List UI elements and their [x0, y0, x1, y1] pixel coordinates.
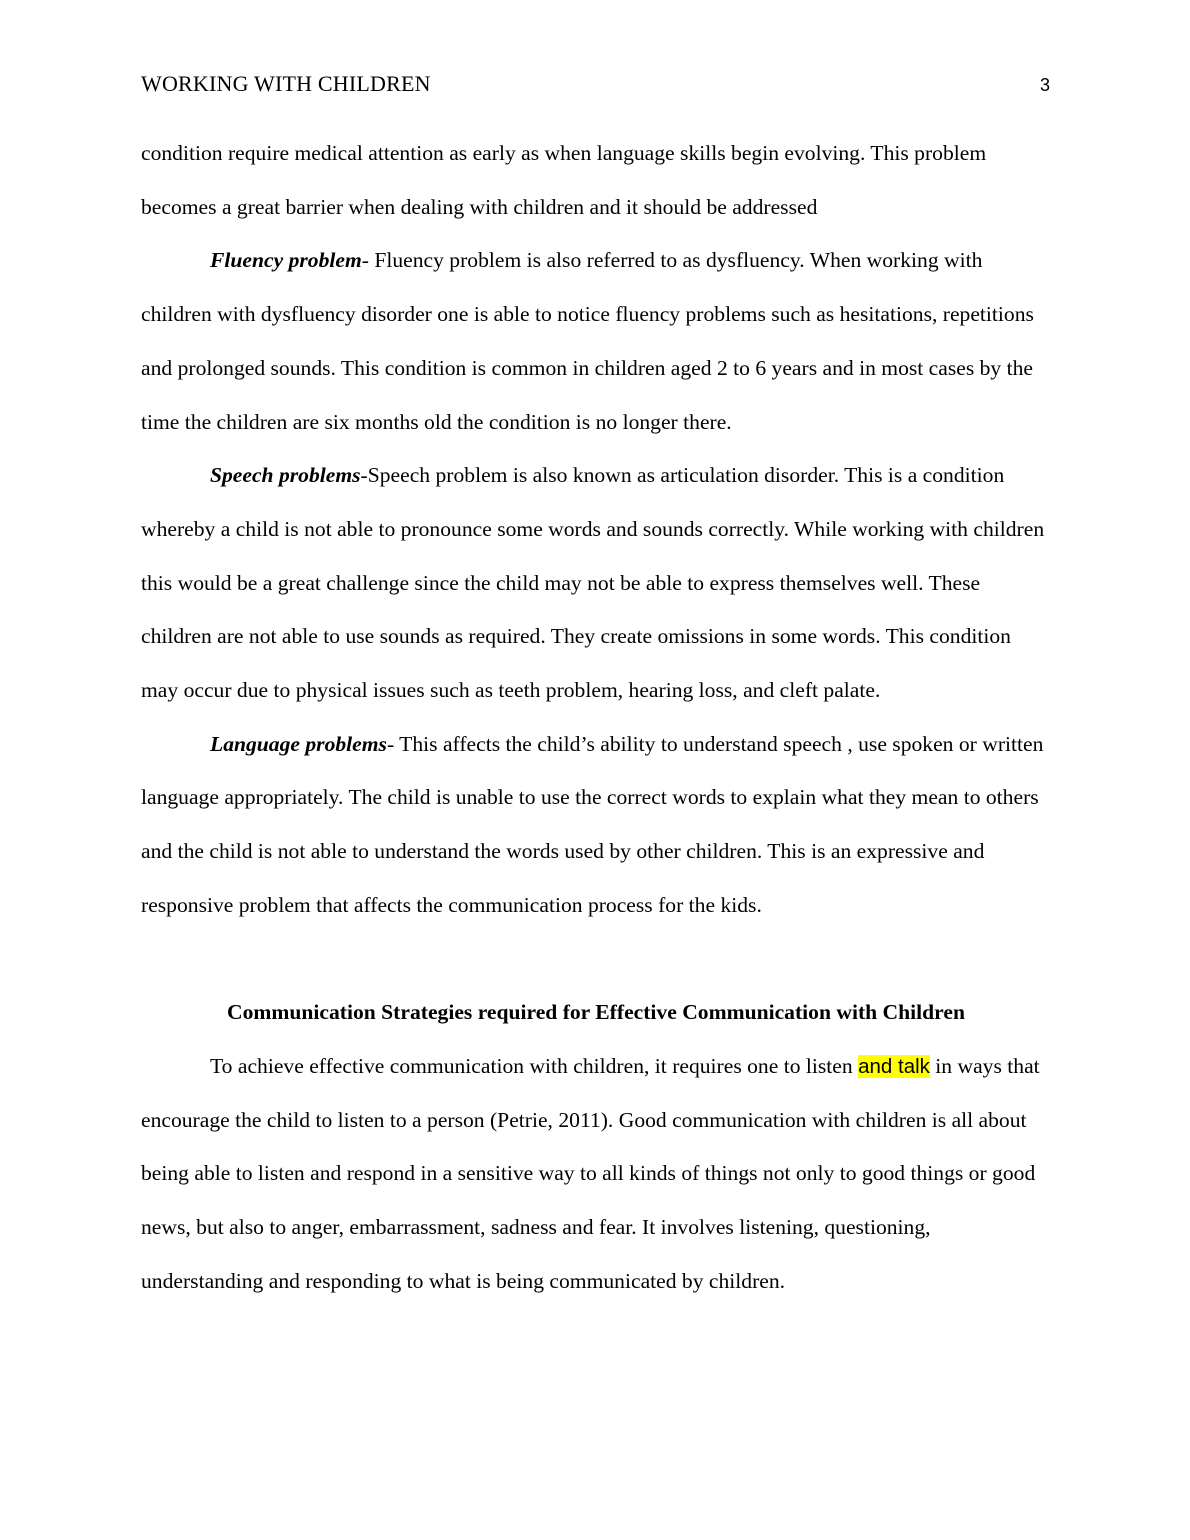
running-head: WORKING WITH CHILDREN — [141, 71, 431, 96]
paragraph-fluency-text: - Fluency problem is also referred to as dysfluency. When working with children with dysfluency disorder one is able to notice fluency problems such as hesitations, repetitions and prolonged sounds. This condition is common in children aged 2 to 6 years and in most cases by the time the children are six months old the condition is no longer there. — [141, 248, 1034, 434]
paragraph-speech — [141, 449, 1051, 718]
page-number: 3 — [1039, 75, 1050, 95]
section-heading: Communication Strategies required for Effective Communication with Children — [227, 1000, 965, 1025]
paragraph-fluency — [141, 234, 1051, 449]
paragraph-strategies — [141, 1040, 1051, 1309]
term-language: Language problems — [210, 731, 387, 756]
term-speech: Speech problems — [210, 463, 361, 488]
paragraph-language — [141, 718, 1051, 933]
paragraph-strategies-rest: in ways that encourage the child to listen to a person (Petrie, 2011). Good communication with children is all about being able to listen and respond in a sensitive way to all kinds of things not only to good things or good news, but also to anger, embarrassment, sadness and fear. It involves listening, questioning, understanding and responding to what is being communicated by children. — [141, 1053, 1040, 1293]
paragraph-language-text: - This affects the child’s ability to understand speech , use spoken or written language appropriately. The child is unable to use the correct words to explain what they mean to others and the child is not able to understand the words used by other children. This is an expressive and responsive problem that affects the communication process for the kids. — [141, 731, 1044, 917]
paragraph-continuation: condition require medical attention as early as when language skills begin evolving. This problem becomes a great barrier when dealing with children and it should be addressed — [141, 141, 987, 219]
highlighted-text: and talk — [858, 1054, 930, 1078]
blank-line — [141, 933, 1051, 987]
paragraph-speech-text: -Speech problem is also known as articulation disorder. This is a condition whereby a child is not able to pronounce some words and sounds correctly. While working with children this would be a great challenge since the child may not be able to express themselves well. These children are not able to use sounds as required. They create omissions in some words. This condition may occur due to physical issues such as teeth problem, hearing loss, and cleft palate. — [141, 463, 1045, 703]
document-body — [141, 127, 1051, 1308]
paragraph-strategies-start: To achieve effective communication with children, it requires one to listen — [210, 1053, 859, 1078]
term-fluency: Fluency problem — [210, 248, 362, 273]
